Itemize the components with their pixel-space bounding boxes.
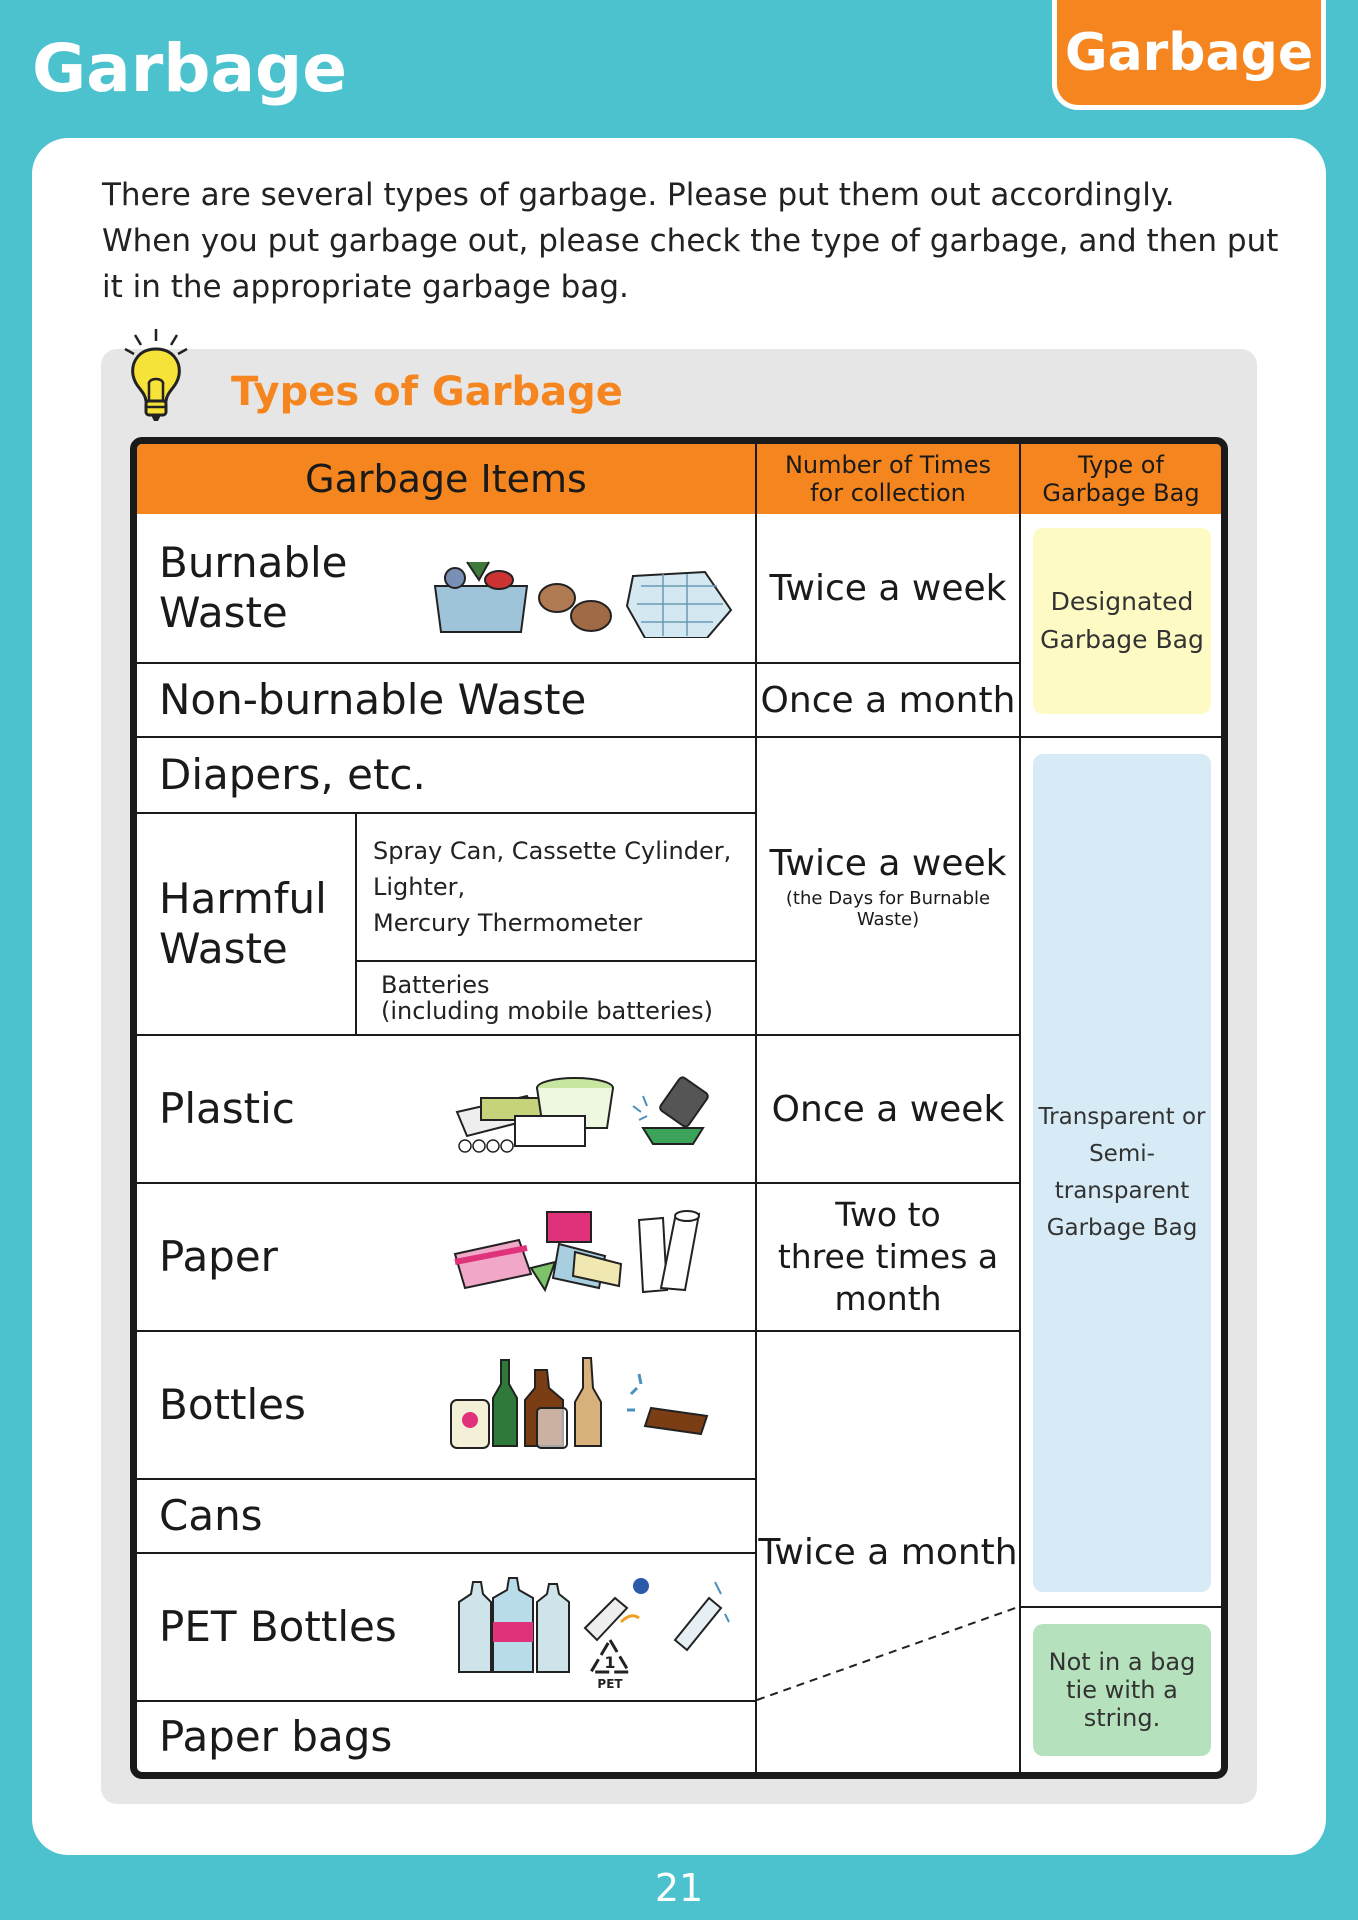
freq-paper [757,1184,1019,1330]
garbage-types-panel [101,349,1257,1804]
plastic-illustration [447,1066,717,1156]
bottles-illustration [445,1354,729,1454]
dashed-connector [755,1604,1025,1704]
section-tab [1052,0,1326,110]
bag-string-line2: tie with a [1066,1676,1178,1704]
pet-recycle-icon [585,1636,635,1692]
row-burnable-waste [159,514,348,662]
garbage-table [130,437,1228,1779]
freq-diapers-harmful [757,738,1019,1034]
bottles-label: Bottles [159,1380,306,1429]
freq-bottles-to-paperbags [757,1332,1019,1772]
freq-plastic [757,1036,1019,1182]
freq-diapers-note: (the Days for Burnable Waste) [785,887,991,930]
header-bag-line2: Garbage Bag [1042,479,1200,507]
intro-line-2: When you put garbage out, please check the type of garbage, and then put it in the appropriate garbage bag. [102,223,1279,305]
diapers-label: Diapers, etc. [159,750,426,799]
header-garbage-items [137,444,755,514]
page-title: Garbage [32,30,348,107]
freq-twice-month-label: Twice a month [758,1531,1018,1573]
spray-line2: Lighter, [373,873,466,901]
bag-string-line1: Not in a bag [1048,1648,1196,1676]
bag-transparent-line1: Transparent or [1038,1104,1206,1130]
spray-line3: Mercury Thermometer [373,909,643,937]
content-card [32,138,1326,1855]
freq-nonburnable [757,664,1019,736]
header-bag-line1: Type of [1078,451,1164,479]
row-bottles [159,1332,306,1478]
harmful-label-line1: Harmful [159,874,327,923]
row-nonburnable-waste [159,664,586,736]
harmful-label-line2: Waste [159,924,288,973]
row-plastic [159,1036,295,1182]
cans-label: Cans [159,1491,263,1540]
spray-line1: Spray Can, Cassette Cylinder, [373,837,732,865]
row-paper-bags [159,1702,392,1772]
freq-plastic-label: Once a week [771,1088,1005,1130]
freq-diapers-label: Twice a week [769,842,1007,884]
harmful-divider [355,814,357,1036]
freq-paper-line1: Two to [835,1195,941,1234]
header-times-line1: Number of Times [784,451,992,479]
bag-designated [1033,528,1211,714]
plastic-label: Plastic [159,1084,295,1133]
batteries-line2: (including mobile batteries) [381,997,714,1025]
freq-burnable [757,514,1019,662]
header-bag-type [1021,444,1221,514]
section-title: Types of Garbage [231,369,623,415]
pet-label: PET Bottles [159,1602,397,1651]
paperbags-label: Paper bags [159,1712,393,1761]
harmful-sub-spray [373,814,731,960]
freq-burnable-label: Twice a week [769,567,1007,609]
nonburnable-label: Non-burnable Waste [159,675,587,724]
freq-nonburnable-label: Once a month [760,679,1016,721]
bag-transparent-line3: Garbage Bag [1046,1215,1198,1241]
row-cans [159,1480,263,1552]
bag-designated-line1: Designated [1050,587,1194,616]
bag-designated-line2: Garbage Bag [1040,625,1204,654]
paper-illustration [449,1204,719,1304]
harmful-sub-batteries [381,962,713,1034]
row-diapers [159,738,426,812]
burnable-label-line2: Waste [159,588,288,637]
burnable-waste-illustration [427,556,737,638]
column-divider-2 [1019,444,1021,1772]
bag-line [1021,736,1221,738]
header-items-label: Garbage Items [305,457,587,501]
row-harmful-waste [159,814,327,1034]
row-paper [159,1184,278,1330]
pet-symbol-label: PET [597,1677,623,1691]
bag-string-line3: string. [1083,1704,1161,1732]
bag-line [1021,1606,1221,1608]
header-times-line2: for collection [810,479,966,507]
intro-line-1: There are several types of garbage. Please put them out accordingly. [102,177,1175,213]
header-collection-times [757,444,1019,514]
bag-transparent-line2: Semi-transparent [1054,1141,1190,1204]
paper-label: Paper [159,1232,278,1281]
pet-symbol-number: 1 [604,1653,616,1672]
section-tab-label: Garbage [1064,22,1314,83]
freq-paper-line2: three times a month [777,1237,999,1318]
bag-transparent [1033,754,1211,1592]
burnable-label-line1: Burnable [159,538,348,587]
lightbulb-icon [121,327,191,427]
bag-string [1033,1624,1211,1756]
intro-text [102,172,1282,310]
batteries-line1: Batteries [381,971,490,999]
page-number: 21 [654,1866,704,1910]
row-pet-bottles [159,1554,397,1700]
